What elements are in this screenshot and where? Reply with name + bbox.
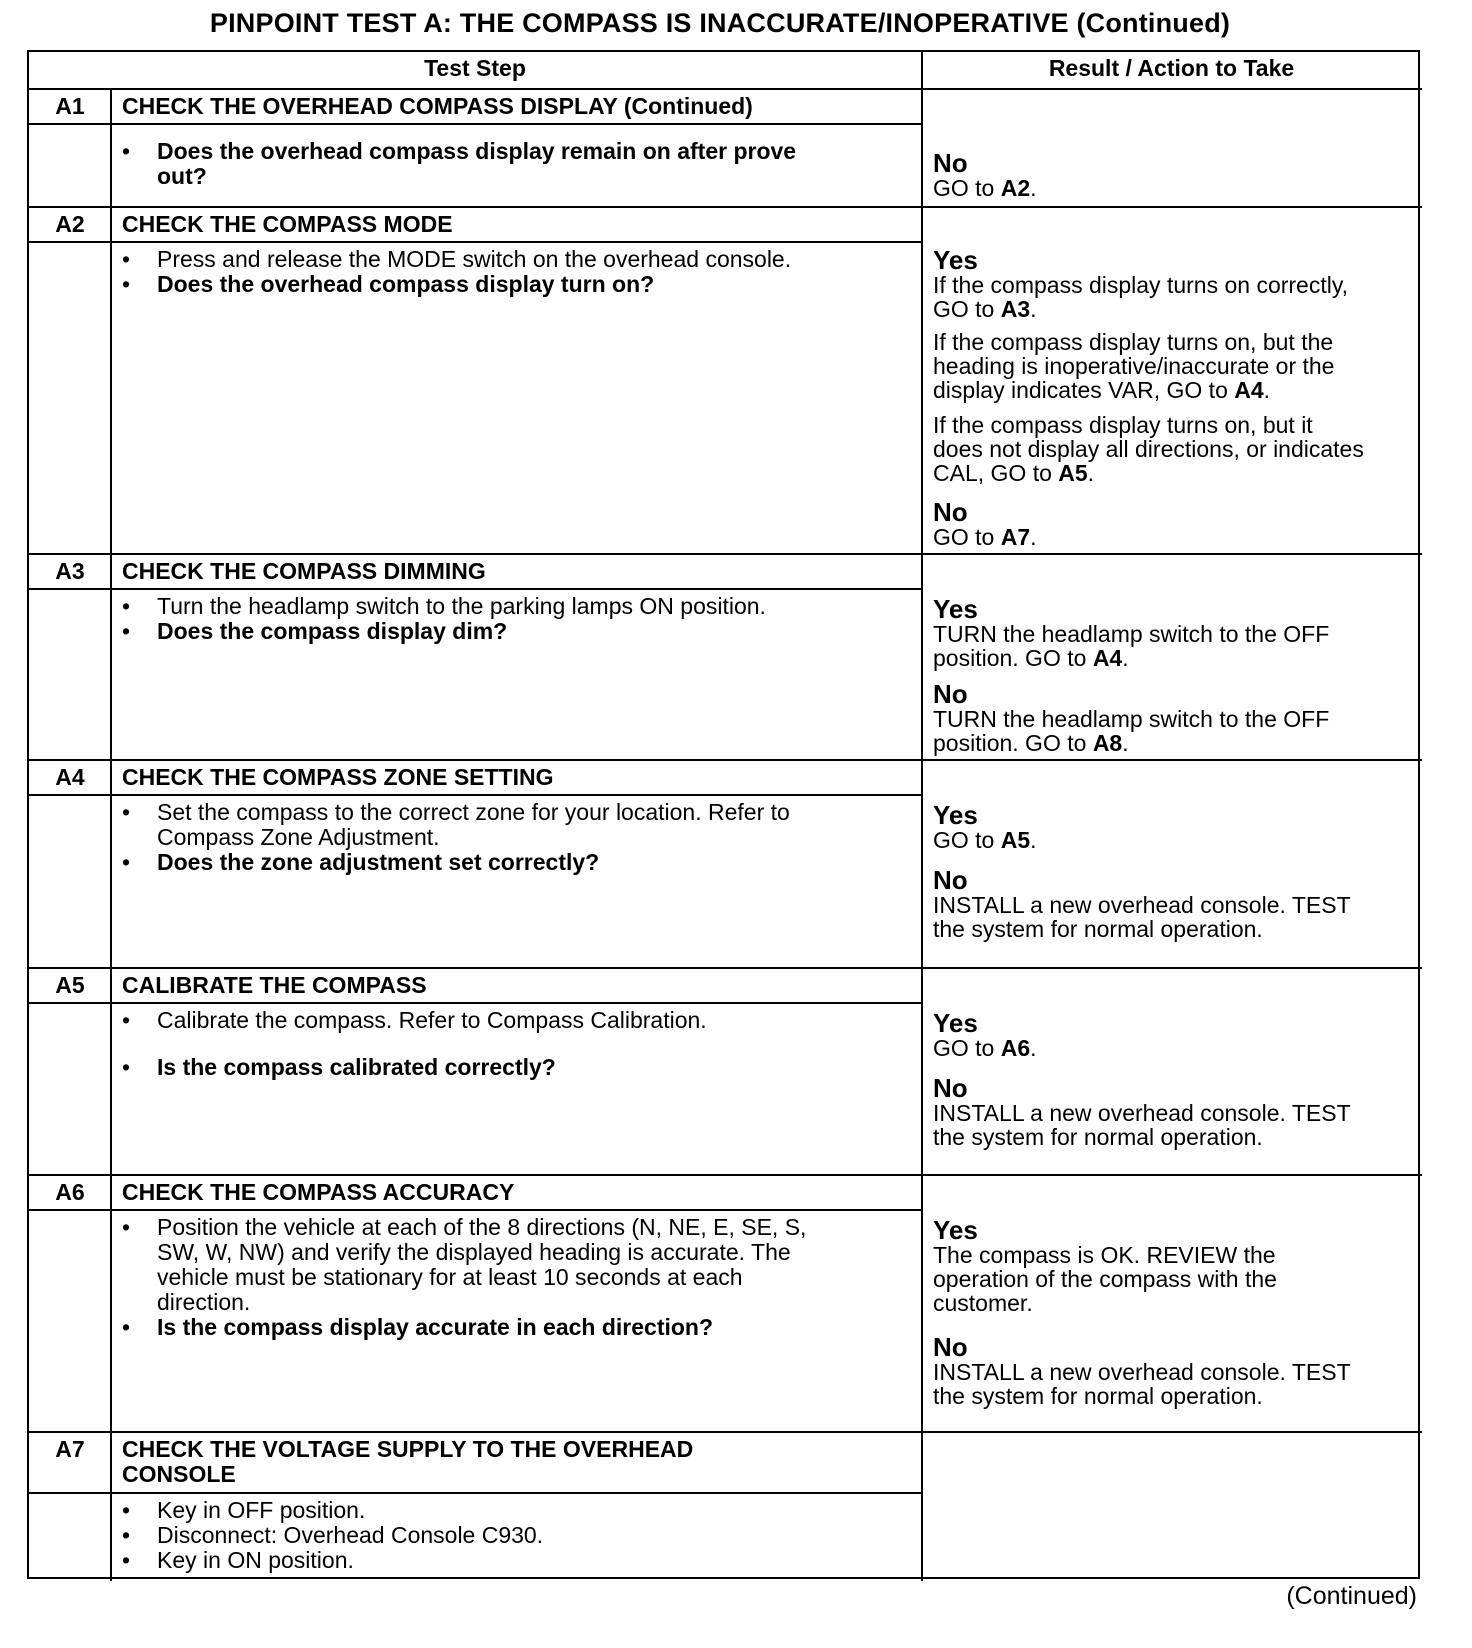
bullet-text: direction. [157,1289,251,1315]
result-text [933,622,1329,647]
result-text-segment: . [1122,645,1129,671]
heading-divider [29,794,921,796]
result-text-segment: . [1030,827,1037,853]
result-text-segment: . [1122,730,1129,756]
row-divider [29,206,1422,208]
bullet-text: Compass Zone Adjustment. [157,824,440,850]
result-text-segment: . [1263,377,1271,403]
goto-step-ref: A6 [1000,1035,1031,1061]
result-text-segment: INSTALL a new overhead console. TEST [933,892,1351,918]
result-text-segment: GO to [933,827,1001,853]
bullet-icon: • [122,271,131,297]
result-text-segment: INSTALL a new overhead console. TEST [933,1100,1351,1126]
result-text [933,893,1351,918]
id-divider [110,1174,112,1431]
result-text-segment: GO to [933,524,1001,550]
result-text [933,354,1334,379]
result-text-segment: . [1030,1035,1037,1061]
result-text [933,461,1094,486]
result-text [933,378,1270,403]
result-no-label: No [933,865,968,895]
step-id: A2 [55,211,85,237]
row-divider [29,1174,1422,1176]
result-text-segment: position. GO to [933,645,1093,671]
bullet-text: Disconnect: Overhead Console C930. [157,1522,544,1548]
step-id: A5 [55,972,85,998]
result-text-segment: does not display all directions, or indicates [933,436,1364,462]
result-text-segment: If the compass display turns on correctly, [933,272,1349,298]
id-divider [110,967,112,1174]
result-text-segment: display indicates VAR, GO to [933,377,1235,403]
result-text [933,330,1333,355]
bullet-icon: • [122,1522,131,1548]
result-no-label: No [933,148,968,178]
header-divider [29,88,1422,90]
result-text-segment: the system for normal operation. [933,916,1263,942]
goto-step-ref: A3 [1000,296,1031,322]
result-text [933,413,1313,438]
column-divider [921,52,923,1581]
result-text-segment: TURN the headlamp switch to the OFF [933,706,1330,732]
result-text-segment: . [1087,460,1095,486]
heading-divider [29,1209,921,1211]
header-result: Result / Action to Take [1048,55,1295,81]
goto-step-ref: A5 [1058,460,1088,486]
heading-divider [29,241,921,243]
result-text [933,1243,1276,1268]
bullet-icon: • [122,1497,131,1523]
result-no-label: No [933,1332,968,1362]
result-text-segment: If the compass display turns on, but the [933,329,1334,355]
continued-footer: (Continued) [1286,1582,1417,1610]
heading-divider [29,1492,921,1494]
result-yes-label: Yes [933,245,978,275]
bullet-text: Turn the headlamp switch to the parking lamps ON position. [157,593,766,619]
step-id: A3 [55,558,85,584]
row-divider [29,553,1422,555]
id-divider [110,206,112,553]
result-yes-label: Yes [933,594,978,624]
result-text-segment: the system for normal operation. [933,1383,1263,1409]
step-heading: CHECK THE OVERHEAD COMPASS DISPLAY (Continued) [122,93,753,119]
heading-divider [29,123,921,125]
result-text-segment: the system for normal operation. [933,1124,1263,1150]
result-text-segment: . [1030,296,1037,322]
step-heading: CHECK THE COMPASS ACCURACY [122,1179,515,1205]
bullet-icon: • [122,618,131,644]
result-text [933,1125,1263,1150]
bullet-text: Does the overhead compass display turn on? [157,271,655,297]
result-text [933,1036,1037,1061]
bullet-text: out? [157,163,207,189]
bullet-icon: • [122,138,131,164]
result-text [933,828,1037,853]
result-text [933,1360,1351,1385]
result-text [933,707,1329,732]
goto-step-ref: A7 [1000,524,1031,550]
step-heading: CALIBRATE THE COMPASS [122,972,427,998]
header-test-step: Test Step [424,55,526,81]
result-no-label: No [933,679,968,709]
goto-step-ref: A4 [1234,377,1264,403]
result-text-segment: GO to [933,175,1001,201]
bullet-text: Key in ON position. [157,1547,354,1573]
bullet-text: vehicle must be stationary for at least 10 seconds at each [157,1264,743,1290]
result-text-segment: If the compass display turns on, but it [933,412,1313,438]
id-divider [110,759,112,967]
bullet-icon: • [122,246,131,272]
result-text-segment: TURN the headlamp switch to the OFF [933,621,1330,647]
bullet-icon: • [122,799,131,825]
bullet-text: Is the compass calibrated correctly? [157,1054,556,1080]
result-text [933,731,1129,756]
result-text-segment: The compass is OK. REVIEW the [933,1242,1276,1268]
result-no-label: No [933,497,968,527]
result-no-label: No [933,1073,968,1103]
result-text [933,1267,1277,1292]
bullet-text: Position the vehicle at each of the 8 directions (N, NE, E, SE, S, [157,1214,807,1240]
goto-step-ref: A4 [1092,645,1123,671]
result-text [933,1384,1263,1409]
result-text [933,1101,1351,1126]
bullet-text: Key in OFF position. [157,1497,366,1523]
step-heading: CHECK THE COMPASS ZONE SETTING [122,764,554,790]
step-heading: CHECK THE COMPASS MODE [122,211,453,237]
result-text-segment: heading is inoperative/inaccurate or the [933,353,1335,379]
result-text-segment: position. GO to [933,730,1093,756]
bullet-text: SW, W, NW) and verify the displayed heading is accurate. The [157,1239,791,1265]
goto-step-ref: A5 [1000,827,1031,853]
bullet-icon: • [122,1007,131,1033]
step-heading-line: CHECK THE VOLTAGE SUPPLY TO THE OVERHEAD [122,1436,694,1462]
step-id: A7 [55,1436,85,1462]
goto-step-ref: A2 [1000,175,1031,201]
result-text-segment: GO to [933,1035,1001,1061]
bullet-icon: • [122,1054,131,1080]
result-text-segment: GO to [933,296,1001,322]
result-text [933,297,1037,322]
bullet-text: Set the compass to the correct zone for your location. Refer to [157,799,790,825]
step-id: A1 [55,93,85,119]
result-yes-label: Yes [933,1215,978,1245]
result-text [933,917,1263,942]
result-text [933,1291,1033,1316]
heading-divider [29,588,921,590]
result-text [933,525,1037,550]
bullet-icon: • [122,1547,131,1573]
result-text-segment: customer. [933,1290,1033,1316]
bullet-icon: • [122,593,131,619]
result-yes-label: Yes [933,800,978,830]
result-text-segment: operation of the compass with the [933,1266,1277,1292]
result-text [933,176,1037,201]
result-text-segment: . [1030,524,1037,550]
result-text [933,273,1348,298]
result-text-segment: . [1030,175,1037,201]
result-yes-label: Yes [933,1008,978,1038]
result-text-segment: INSTALL a new overhead console. TEST [933,1359,1351,1385]
row-divider [29,1431,1422,1433]
bullet-text: Is the compass display accurate in each direction? [157,1314,714,1340]
step-heading-line: CONSOLE [122,1461,236,1487]
bullet-icon: • [122,1314,131,1340]
result-text [933,646,1129,671]
bullet-text: Calibrate the compass. Refer to Compass Calibration. [157,1007,707,1033]
bullet-icon: • [122,849,131,875]
result-text [933,437,1364,462]
bullet-text: Does the compass display dim? [157,618,508,644]
goto-step-ref: A8 [1092,730,1123,756]
step-id: A6 [55,1179,85,1205]
result-text-segment: CAL, GO to [933,460,1059,486]
row-divider [29,759,1422,761]
bullet-text: Does the zone adjustment set correctly? [157,849,600,875]
bullet-icon: • [122,1214,131,1240]
page-title: PINPOINT TEST A: THE COMPASS IS INACCURATE/INOPERATIVE (Continued) [209,8,1231,38]
test-table [27,50,1420,1579]
heading-divider [29,1002,921,1004]
bullet-text: Press and release the MODE switch on the overhead console. [157,246,792,272]
row-divider [29,967,1422,969]
step-id: A4 [55,764,85,790]
bullet-text: Does the overhead compass display remain on after prove [157,138,797,164]
step-heading: CHECK THE COMPASS DIMMING [122,558,486,584]
